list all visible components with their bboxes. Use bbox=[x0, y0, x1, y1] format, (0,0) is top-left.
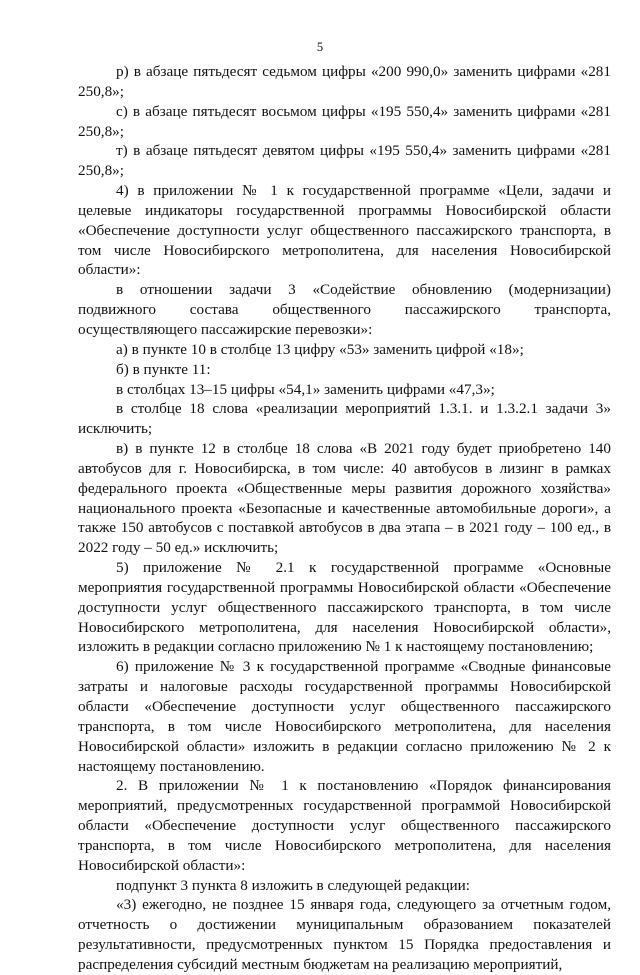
paragraph-task-3: в отношении задачи 3 «Содействие обновлению (модернизации) подвижного состава общественного пассажирского транспорта, осуществляющего пассажирские перевозки»: bbox=[78, 281, 611, 338]
paragraph-item-s: с) в абзаце пятьдесят восьмом цифры «195 550,4» заменить цифрами «281 250,8»; bbox=[78, 102, 611, 140]
paragraph-columns-13-15: в столбцах 13–15 цифры «54,1» заменить цифрами «47,3»; bbox=[116, 380, 495, 398]
paragraph-item-4: 4) в приложении № 1 к государственной программе «Цели, задачи и целевые индикаторы государственной программы Новосибирской области «Обеспечение доступности услуг общественного пассажирского транспорта, в том числе Новосибирского метрополитена, для населения Новосибирской области»: bbox=[78, 182, 611, 279]
paragraph-item-v: в) в пункте 12 в столбце 18 слова «В 2021 году будет приобретено 140 автобусов для г. Новосибирска, в том числе: 40 автобусов в лизинг в рамках федерального проекта «Общественные меры развития дорожного хозяйства» национального проекта «Безопасные и качественные автомобильные дороги», а также 150 автобусов с поставкой автобусов в два этапа – в 2021 году – 100 ед., в 2022 году – 50 ед.» исключить; bbox=[78, 440, 611, 557]
paragraph-item-a: а) в пункте 10 в столбце 13 цифру «53» заменить цифрой «18»; bbox=[116, 340, 524, 358]
paragraph-item-b: б) в пункте 11: bbox=[116, 360, 211, 378]
paragraph-item-t: т) в абзаце пятьдесят девятом цифры «195 550,4» заменить цифрами «281 250,8»; bbox=[78, 142, 611, 180]
paragraph-item-5: 5) приложение № 2.1 к государственной программе «Основные мероприятия государственной программы Новосибирской области «Обеспечение доступности услуг общественного пассажирского транспорта, в том числе Новосибирского метрополитена, для населения Новосибирской области», изложить в редакции согласно приложению № 1 к настоящему постановлению; bbox=[78, 559, 611, 656]
paragraph-column-18: в столбце 18 слова «реализации мероприятий 1.3.1. и 1.3.2.1 задачи 3» исключить; bbox=[78, 400, 611, 438]
paragraph-quoted-text: «3) ежегодно, не позднее 15 января года, следующего за отчетным годом, отчетность о достижении муниципальным образованием показателей результативности, предусмотренных пунктом 15 Порядка предоставления и распределения субсидий местным бюджетам на реализацию мероприятий, bbox=[78, 896, 611, 973]
paragraph-subpoint-3: подпункт 3 пункта 8 изложить в следующей редакции: bbox=[116, 876, 470, 894]
document-body bbox=[78, 62, 611, 975]
page-number: 5 bbox=[316, 40, 324, 54]
paragraph-item-r: р) в абзаце пятьдесят седьмом цифры «200 990,0» заменить цифрами «281 250,8»; bbox=[78, 63, 611, 100]
paragraph-item-6: 6) приложение № 3 к государственной программе «Сводные финансовые затраты и налоговые расходы государственной программы Новосибирской области «Обеспечение доступности услуг общественного пассажирского транспорта, в том числе Новосибирского метрополитена, для населения Новосибирской области» изложить в редакции согласно приложению № 2 к настоящему постановлению. bbox=[78, 658, 611, 775]
paragraph-section-2: 2. В приложении № 1 к постановлению «Порядок финансирования мероприятий, предусмотренных государственной программой Новосибирской области «Обеспечение доступности услуг общественного пассажирского транспорта, в том числе Новосибирского метрополитена, для населения Новосибирской области»: bbox=[78, 777, 611, 874]
